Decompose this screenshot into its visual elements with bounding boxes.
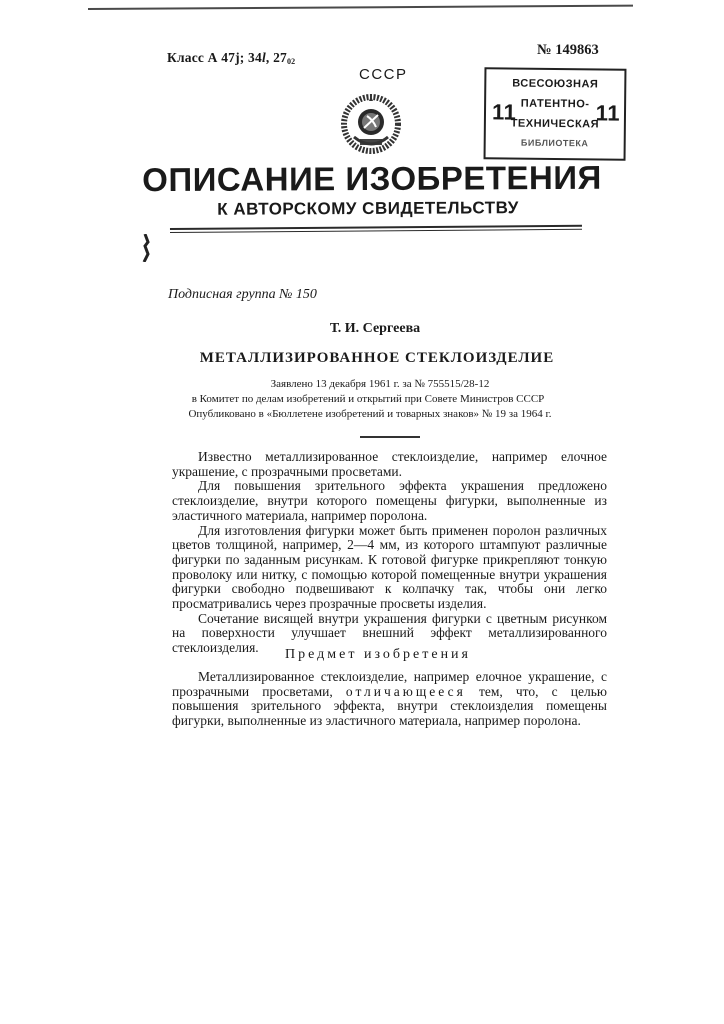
document-subtitle: К АВТОРСКОМУ СВИДЕТЕЛЬСТВУ bbox=[217, 198, 519, 219]
class-l: l bbox=[261, 50, 266, 65]
publication-info: Опубликовано в «Бюллетене изобретений и товарных знаков» № 19 за 1964 г. bbox=[188, 408, 552, 420]
claims-heading: Предмет изобретения bbox=[285, 647, 471, 662]
author-name: Т. И. Сергеева bbox=[329, 321, 421, 336]
stamp-line-1: ВСЕСОЮЗНАЯ bbox=[512, 77, 599, 91]
stamp-line-3: ТЕХНИЧЕСКАЯ bbox=[510, 117, 600, 131]
stamp-line-4: БИБЛИОТЕКА bbox=[520, 137, 589, 149]
claims-text-before: Металлизированное стеклоизделие, например елочное украшение, с прозрачными просветами, bbox=[172, 669, 607, 699]
claims-body bbox=[172, 670, 607, 729]
patent-number: № 149863 bbox=[537, 42, 599, 58]
filing-info: Заявлено 13 декабря 1961 г. за № 755515/28-12 bbox=[270, 378, 490, 390]
class-subscript: 02 bbox=[286, 57, 296, 66]
stamp-mark-right: 11 bbox=[595, 100, 621, 126]
margin-ink-mark bbox=[142, 234, 150, 262]
claims-emphasis: отличающееся bbox=[345, 683, 466, 699]
class-tail: , 27 bbox=[265, 50, 287, 65]
country-label: СССР bbox=[359, 66, 408, 83]
section-divider bbox=[360, 436, 420, 438]
library-stamp bbox=[484, 67, 627, 160]
stamp-mark-left: 11 bbox=[491, 99, 517, 125]
stamp-line-2: ПАТЕНТНО- bbox=[520, 97, 590, 111]
description-paragraph: Известно металлизированное стеклоизделие, например елочное украшение, с прозрачными просветами. bbox=[172, 449, 607, 479]
claims-paragraph bbox=[172, 670, 607, 729]
class-label: Класс А 47j; 34 bbox=[167, 50, 262, 65]
claims-text-after: тем, что, с целью повышения зрительного эффекта, внутри стеклоизделия помещены фигурки, выполненные из эластичного материала, например поролона. bbox=[172, 683, 607, 729]
description-paragraph: Для изготовления фигурки может быть применен поролон различных цветов толщиной, например, 2—4 мм, из которого штампуют различные фигурки по заданным рисункам. К готовой фигурке прикрепляют тонкую проволоку или нитку, с помощью которой помещенные внутри украшения фигурки свободно подвешивают к колпачку так, чтобы они легко просматривались через прозрачные просветы изделия. bbox=[172, 522, 607, 612]
patent-class bbox=[167, 50, 295, 66]
committee-info: в Комитет по делам изобретений и открытий при Совете Министров СССР bbox=[191, 393, 545, 405]
description-paragraph: Для повышения зрительного эффекта украшения предложено стеклоизделие, внутри которого помещены фигурки, выполненные из эластичного материала, например поролона. bbox=[172, 478, 607, 523]
subscription-group: Подписная группа № 150 bbox=[168, 287, 317, 302]
top-border-rule bbox=[88, 5, 633, 10]
document-title: ОПИСАНИЕ ИЗОБРЕТЕНИЯ bbox=[142, 158, 602, 199]
title-double-rule bbox=[170, 225, 582, 235]
invention-title: МЕТАЛЛИЗИРОВАННОЕ СТЕКЛОИЗДЕЛИЕ bbox=[199, 350, 555, 366]
description-paragraph: Сочетание висящей внутри украшения фигурки с цветным рисунком на поверхности улучшает внешний эффект металлизированного стеклоизделия. bbox=[172, 610, 607, 656]
description-body bbox=[172, 450, 607, 656]
ussr-emblem-icon bbox=[340, 93, 402, 155]
